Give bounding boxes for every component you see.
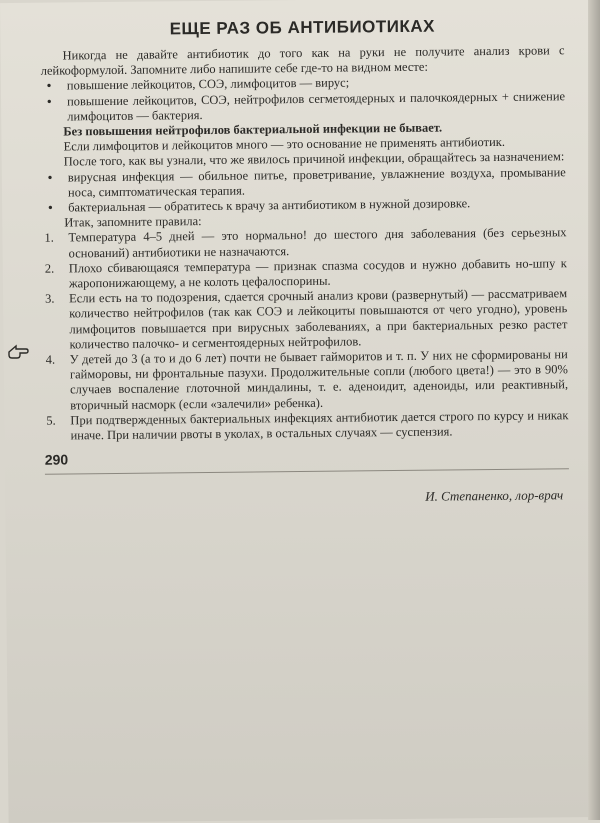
paragraph-after-cause: После того, как вы узнали, что же явилось причиной инфекции, обращайтесь за назначением: <box>63 149 565 169</box>
rule-text: Если есть на то подозрения, сдается срочный анализ крови (развернутый) — рассматриваем количество нейтрофилов (так как СОЭ и лейкоциты повышаются от чего угодно), уровень лимфоцитов повышается при вирусных заболеваниях, а при бактериальных резко растет количество палочко- и сегментоядерных нейтрофилов. <box>69 286 568 352</box>
list-item: • повышение лейкоцитов, СОЭ, нейтрофилов сегметоядерных и палочкоядерных + снижение лимфоцитов — бактерия. <box>41 89 565 125</box>
page-footer <box>45 446 569 467</box>
rule-number: 4. <box>45 352 56 367</box>
rule-item <box>44 347 569 413</box>
paragraph-lymphocytes: Если лимфоцитов и лейкоцитов много — это основание не применять антибиотик. <box>63 135 506 154</box>
rule-text: Плохо сбивающаяся температура — признак спазма сосудов и нужно добавить но-шпу к жаропонижающему, а не колоть цефалоспорины. <box>68 256 567 291</box>
divider <box>45 468 569 474</box>
rule-item <box>43 286 568 352</box>
rule-text: При подтвержденных бактериальных инфекциях антибиотик дается строго по курсу и никак иначе. При наличии рвоты в уколах, в остальных случаях — суспензия. <box>70 408 569 443</box>
page-number: 290 <box>44 451 69 468</box>
rule-number: 1. <box>44 231 54 246</box>
page-edge <box>588 0 600 820</box>
rules-intro: Итак, запомните правила: <box>64 214 202 230</box>
intro-paragraph: Никогда не давайте антибиотик до того как на руки не получите анализ крови с лейкоформулой. Запомните либо напишите себе где-то на видном месте: <box>40 43 565 78</box>
list-item: • повышение лейкоцитов, СОЭ, лимфоцитов — вирус; <box>41 74 565 95</box>
list-item: • вирусная инфекция — обильное питье, проветривание, увлажнение воздуха, промывание носа, симптоматическая терапия. <box>42 165 566 201</box>
rule-number: 5. <box>46 413 56 428</box>
bold-statement: Без повышения нейтрофилов бактериальной инфекции не бывает. <box>63 120 443 139</box>
rule-text: Температура 4–5 дней — это нормально! до шестого дня заболевания (без серьезных оснований) антибиотики не назначаются. <box>68 225 567 261</box>
author-signature: И. Степаненко, лор-врач <box>425 487 564 504</box>
rule-item <box>44 408 568 444</box>
rule-number: 3. <box>45 291 55 306</box>
list-item: • бактериальная — обратитесь к врачу за антибиотиком в нужной дозировке. <box>42 195 566 216</box>
page-title: ЕЩЕ РАЗ ОБ АНТИБИОТИКАХ <box>169 16 436 39</box>
bullet-list-blood <box>41 74 565 125</box>
bullet-list-treatment <box>42 165 566 216</box>
rule-text: У детей до 3 (а то и до 6 лет) почти не бывает гайморитов и т. п. У них не сформированы ни гайморовы, ни фронтальные пазухи. Продолжительные сопли (любого цвета!) — это в 90% случаев воспаление глоточной миндалины, т. е. аденоидит, аденоиды, или реактивный, вторичный насморк (если «залечили» ребенка). <box>69 347 569 413</box>
hand-pointer-icon <box>6 340 30 364</box>
rule-number: 2. <box>44 261 55 276</box>
rules-list <box>42 226 568 444</box>
